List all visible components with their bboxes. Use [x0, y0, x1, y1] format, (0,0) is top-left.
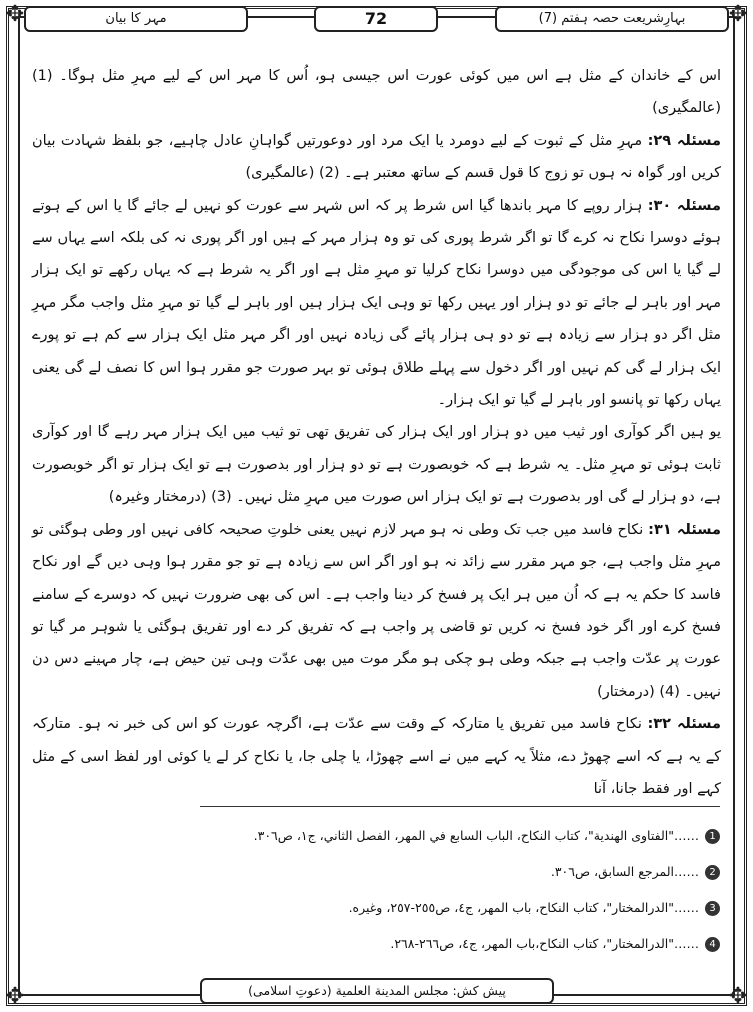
paragraph	[32, 708, 721, 805]
corner-ornament-icon: ✥	[5, 2, 25, 27]
paragraph-text: مہرِ مثل کے ثبوت کے لیے دومرد یا ایک مرد اور دوعورتیں گواہانِ عادل چاہیے، جو بلفظ شہادت بیان کریں اور گواہ نہ ہوں تو زوج کا قول قسم کے ساتھ معتبر ہے۔ (2) (عالمگیری)	[32, 132, 721, 182]
footnote-number: 1	[705, 829, 720, 844]
main-text	[32, 60, 721, 805]
footnote	[36, 926, 720, 962]
footnote	[36, 818, 720, 854]
book-title: بہارِشریعت حصہ ہفتم (7)	[495, 6, 729, 32]
footnote-text: ……"الفتاوی الهندية"، كتاب النكاح، الباب السابع في المهر، الفصل الثاني، ج١، ص٣٠٦.	[253, 828, 699, 843]
footnote	[36, 890, 720, 926]
page-header	[24, 4, 729, 32]
paragraph	[32, 190, 721, 417]
footnote-divider	[200, 806, 720, 807]
masala-heading: مسئلہ ۲۹:	[647, 132, 721, 149]
footnote-number: 3	[705, 901, 720, 916]
footnote-number: 4	[705, 937, 720, 952]
page-footer: پیش کش: مجلس المدينة العلمية (دعوتِ اسلامی)	[200, 978, 554, 1004]
footnote-text: ……"الدرالمختار"، كتاب النكاح، باب المهر، ج٤، ص٢٥٥-٢٥٧، وغيره.	[348, 900, 699, 915]
page-number: 72	[314, 6, 438, 32]
paragraph	[32, 416, 721, 513]
footnote-text: ……المرجع السابق، ص٣٠٦.	[550, 864, 699, 879]
paragraph-text: اس کے خاندان کے مثل ہے اس میں کوئی عورت اس جیسی ہو، اُس کا مہر اس کے لیے مہرِ مثل ہوگا۔ (1) (عالمگیری)	[32, 68, 721, 117]
footnotes	[36, 818, 720, 962]
masala-heading: مسئلہ ۳۰:	[647, 197, 721, 214]
corner-ornament-icon: ✥	[728, 2, 748, 27]
masala-heading: مسئلہ ۳۱:	[648, 521, 721, 538]
paragraph	[32, 125, 721, 190]
masala-heading: مسئلہ ۳۲:	[647, 716, 722, 733]
paragraph-text: نکاح فاسد میں جب تک وطی نہ ہو مہر لازم نہیں یعنی خلوتِ صحیحہ کافی نہیں اور وطی ہوگئی تو مہرِ مثل واجب ہے، جو مہر مقرر سے زائد نہ ہو اور اگر اس سے زیادہ ہے تو جو مقرر ہوا وہی دیں گے اور نکاح فاسد کا حکم یہ ہے کہ اُن میں ہر ایک پر فسخ کر دینا واجب ہے۔ اس کی بھی ضرورت نہیں کہ دوسرے کے سامنے فسخ کرے اور اگر خود فسخ نہ کریں تو قاضی پر واجب ہے کہ تفریق کر دے اور تفریق ہوگئی یا شوہر مر گیا تو عورت پر عدّت واجب ہے جبکہ وطی ہو چکی ہو مگر موت میں بھی عدّت وہی تین حیض ہے، چار مہینے دس دن نہیں۔ (4) (درمختار)	[32, 521, 721, 700]
paragraph	[32, 60, 721, 125]
paragraph-text: نکاح فاسد میں تفریق یا متارکہ کے وقت سے عدّت ہے، اگرچہ عورت کو اس کی خبر نہ ہو۔ متارکہ کے یہ ہے کہ اسے چھوڑ دے، مثلاً یہ کہے میں نے اسے چھوڑا، یا چلی جا، یا نکاح کر لے یا کوئی اور لفظ اسی کے مثل کہے اور فقط جانا، آنا	[32, 716, 721, 797]
corner-ornament-icon: ✥	[728, 984, 748, 1009]
paragraph-text: یو ہیں اگر کوآری اور ثیب میں دو ہزار اور ایک ہزار کی تفریق تھی تو ثیب میں ایک ہزار مہر رہے گا اور کوآری ثابت ہوئی تو مہرِ مثل۔ یہ شرط ہے کہ خوبصورت ہے تو دو ہزار اور بدصورت ہے تو ایک ہزار تو اگر خوبصورت ہے، دو ہزار لے گی اور بدصورت ہے تو ایک ہزار اس صورت میں مہرِ مثل نہیں۔ (3) (درمختار وغیرہ)	[32, 424, 721, 506]
paragraph	[32, 514, 721, 708]
chapter-title: مہر کا بیان	[24, 6, 248, 32]
footnote	[36, 854, 720, 890]
footnote-number: 2	[705, 865, 720, 880]
corner-ornament-icon: ✥	[5, 984, 25, 1009]
paragraph-text: ہزار روپے کا مہر باندھا گیا اس شرط پر کہ اس شہر سے عورت کو نہیں لے جائے گا یا اس کے ہوتے ہوئے دوسرا نکاح نہ کرے گا تو اگر شرط پوری کی تو وہ ہزار مہر کے ہیں اور اگر پوری نہ کی بلکہ اسے یہاں سے لے گیا یا اس کی موجودگی میں دوسرا نکاح کرلیا تو مہرِ مثل ہے اور اگر یہ شرط ہے کہ یہاں رکھے تو ایک ہزار مہر اور باہر لے جائے تو دو ہزار اور یہیں رکھا تو وہی ایک ہزار ہیں اور باہر لے گیا تو مہرِ مثل واجب مگر مہرِ مثل اگر دو ہزار سے زیادہ ہے تو دو ہی ہزار پائے گی زیادہ نہیں اور اگر مہر مثل ایک ہزار سے کم ہے تو پورے ایک ہزار لے گی کم نہیں اور اگر دخول سے پہلے طلاق ہوئی تو بہر صورت جو مقرر ہوا اس کا نصف لے گی یعنی یہاں رکھا تو پانسو اور باہر لے گیا تو ایک ہزار۔	[32, 197, 721, 409]
footnote-text: ……"الدرالمختار"، كتاب النكاح،باب المهر، ج٤، ص٢٦٦-٢٦٨.	[390, 936, 699, 951]
